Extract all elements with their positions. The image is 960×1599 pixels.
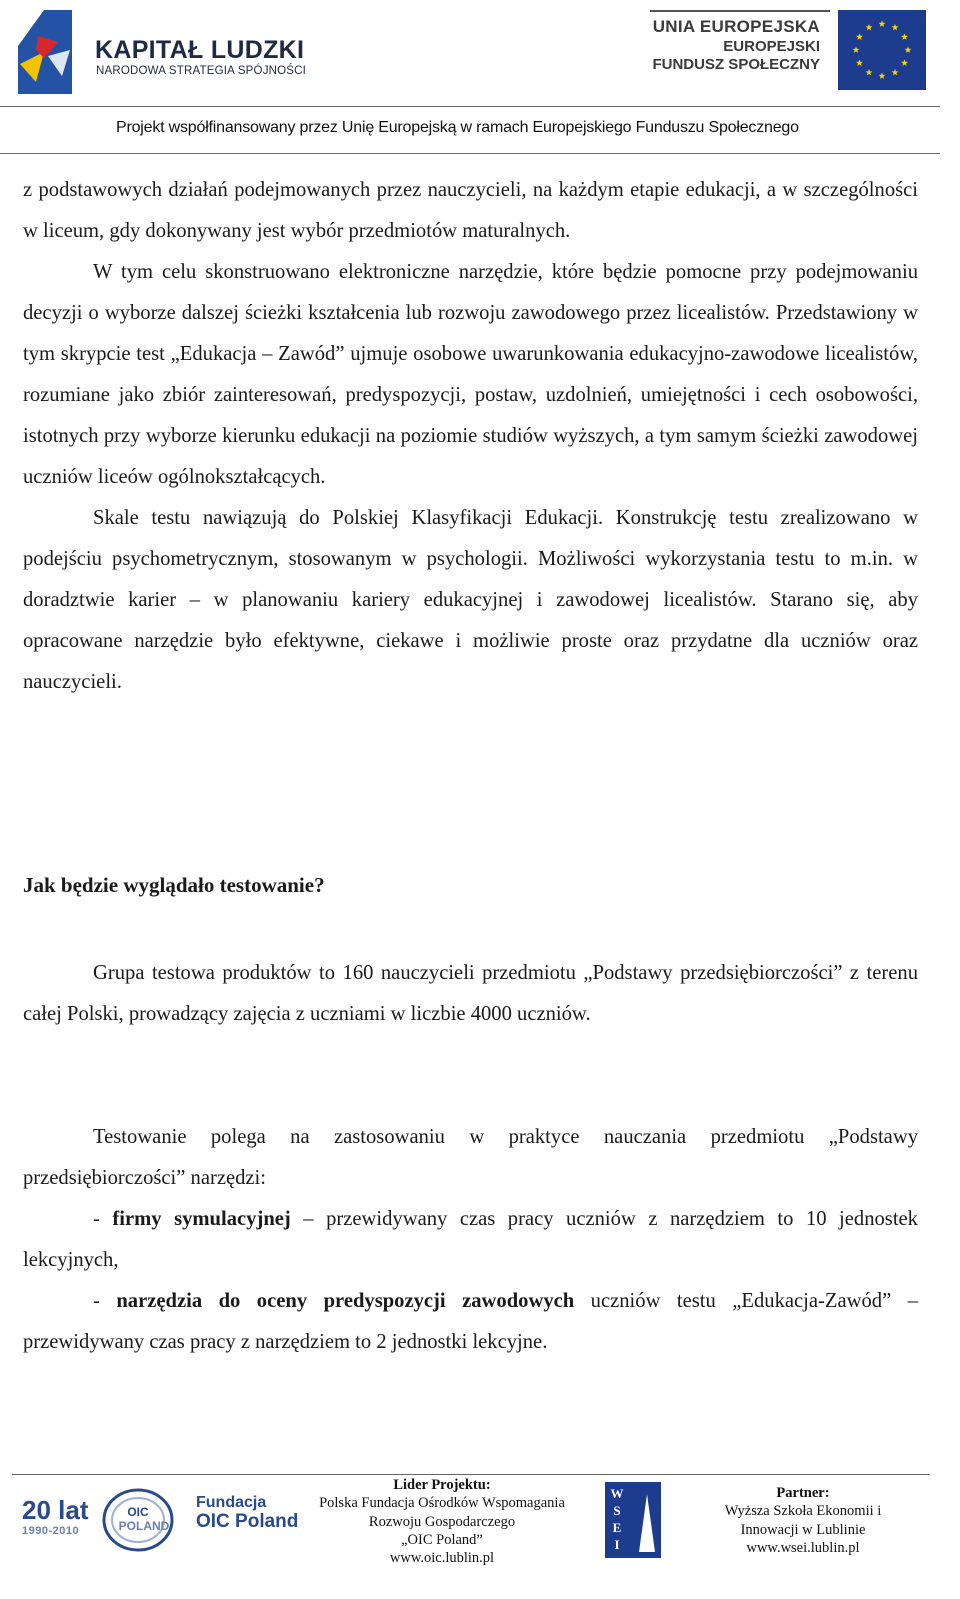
kapital-ludzki-subtitle: NARODOWA STRATEGIA SPÓJNOŚCI bbox=[96, 65, 307, 77]
paragraph-3: Skale testu nawiązują do Polskiej Klasyfikacji Edukacji. Konstrukcję testu zrealizowano w podejściu psychometrycznym, stosowanym w psychologii. Możliwości wykorzystania testu to m.in. w doradztwie karier – w planowaniu kariery edukacyjnej i zawodowej licealistów. Starano się, aby opracowane narzędzie było efektywne, ciekawe i możliwie proste oraz przydatne dla uczniów oraz nauczycieli. bbox=[23, 507, 918, 693]
kapital-ludzki-logo-icon bbox=[14, 6, 76, 98]
paragraph-1: z podstawowych działań podejmowanych przez nauczycieli, na każdym etapie edukacji, a w szczególności w liceum, gdy dokonywany jest wybór przedmiotów maturalnych. bbox=[23, 179, 918, 242]
leader-line-2: Rozwoju Gospodarczego bbox=[368, 1513, 516, 1530]
eu-flag-icon bbox=[838, 10, 926, 90]
fundacja-line-2: OIC Poland bbox=[196, 1510, 299, 1532]
list-item-bold: narzędzia do oceny predyspozycji zawodowych bbox=[116, 1290, 575, 1312]
wsei-letter: E bbox=[612, 1520, 622, 1535]
leader-title: Lider Projektu: bbox=[393, 1477, 491, 1493]
list-item bbox=[23, 1199, 918, 1281]
section-heading: Jak będzie wyglądało testowanie? bbox=[23, 873, 325, 897]
header-divider-bottom bbox=[0, 153, 940, 154]
oic-poland-logo-icon bbox=[100, 1486, 188, 1554]
wsei-letter: I bbox=[614, 1537, 620, 1552]
document-section-2 bbox=[23, 953, 918, 1035]
partner-website-link[interactable]: www.wsei.lublin.pl bbox=[746, 1539, 860, 1556]
leader-line-3: „OIC Poland” bbox=[401, 1531, 483, 1548]
fundacja-label bbox=[196, 1495, 298, 1532]
wsei-logo-icon bbox=[605, 1482, 661, 1558]
cofinancing-caption: Projekt współfinansowany przez Unię Europejską w ramach Europejskiego Funduszu Społecznego bbox=[116, 119, 799, 136]
wsei-letter: S bbox=[613, 1503, 621, 1518]
paragraph-4: Grupa testowa produktów to 160 nauczycieli przedmiotu „Podstawy przedsiębiorczości” z terenu całej Polski, prowadzący zajęcia z uczniami w liczbie 4000 uczniów. bbox=[23, 962, 918, 1025]
partner-title: Partner: bbox=[776, 1485, 830, 1501]
paragraph-5: Testowanie polega na zastosowaniu w praktyce nauczania przedmiotu „Podstawy przedsiębiorczości” narzędzi: bbox=[23, 1126, 918, 1189]
list-item-dash: - bbox=[93, 1208, 113, 1230]
ue-line-2: EUROPEJSKI bbox=[723, 37, 820, 55]
paragraph-2: W tym celu skonstruowano elektroniczne narzędzie, które będzie pomocne przy podejmowaniu decyzji o wyborze dalszej ścieżki kształcenia lub rozwoju zawodowego przez licealistów. Przedstawiony w tym skrypcie test „Edukacja – Zawód” ujmuje osobowe uwarunkowania edukacyjno-zawodowe licealistów, rozumiane jako zbiór zainteresowań, predyspozycji, postaw, uzdolnień, umiejętności i cech osobowości, istotnych przy wyborze kierunku edukacji na poziomie studiów wyższych, a tym samym ścieżki zawodowej uczniów liceów ogólnokształcących. bbox=[23, 261, 918, 488]
header-divider-top bbox=[0, 106, 940, 107]
anniversary-badge bbox=[22, 1497, 89, 1537]
partner-info bbox=[708, 1484, 898, 1557]
list-item-bold: firmy symulacyjnej bbox=[112, 1208, 291, 1230]
kapital-ludzki-title: KAPITAŁ LUDZKI bbox=[95, 36, 305, 64]
fundacja-line-1: Fundacja bbox=[196, 1494, 267, 1511]
ue-top-rule bbox=[650, 10, 830, 12]
leader-line-1: Polska Fundacja Ośrodków Wspomagania bbox=[319, 1495, 565, 1512]
ue-line-1: UNIA EUROPEJSKA bbox=[652, 17, 820, 36]
list-item-dash: - bbox=[93, 1290, 117, 1312]
partner-line-1: Wyższa Szkoła Ekonomii i bbox=[724, 1503, 882, 1520]
footer-divider bbox=[12, 1474, 930, 1475]
page-header bbox=[0, 0, 960, 156]
document-body bbox=[23, 170, 918, 703]
svg-text:POLAND: POLAND bbox=[118, 1519, 170, 1533]
list-item-text: uczniów testu „Edukacja-Zawód” – przewidywany czas pracy z narzędziem to 2 jednostki lekcyjne. bbox=[23, 1290, 918, 1353]
list-item bbox=[23, 1281, 918, 1363]
ue-line-3: FUNDUSZ SPOŁECZNY bbox=[652, 56, 820, 74]
ue-label bbox=[652, 18, 820, 74]
anniversary-label: 20 lat bbox=[22, 1495, 89, 1525]
document-section-3 bbox=[23, 1117, 918, 1363]
project-leader-info bbox=[300, 1476, 584, 1567]
svg-text:OIC: OIC bbox=[127, 1505, 149, 1519]
leader-website-link[interactable]: www.oic.lublin.pl bbox=[389, 1550, 495, 1567]
anniversary-years: 1990-2010 bbox=[22, 1525, 80, 1537]
wsei-letter: W bbox=[610, 1486, 624, 1501]
partner-line-2: Innowacji w Lublinie bbox=[740, 1521, 866, 1538]
list-item-text: – przewidywany czas pracy uczniów z narzędziem to 10 jednostek lekcyjnych, bbox=[23, 1208, 918, 1271]
